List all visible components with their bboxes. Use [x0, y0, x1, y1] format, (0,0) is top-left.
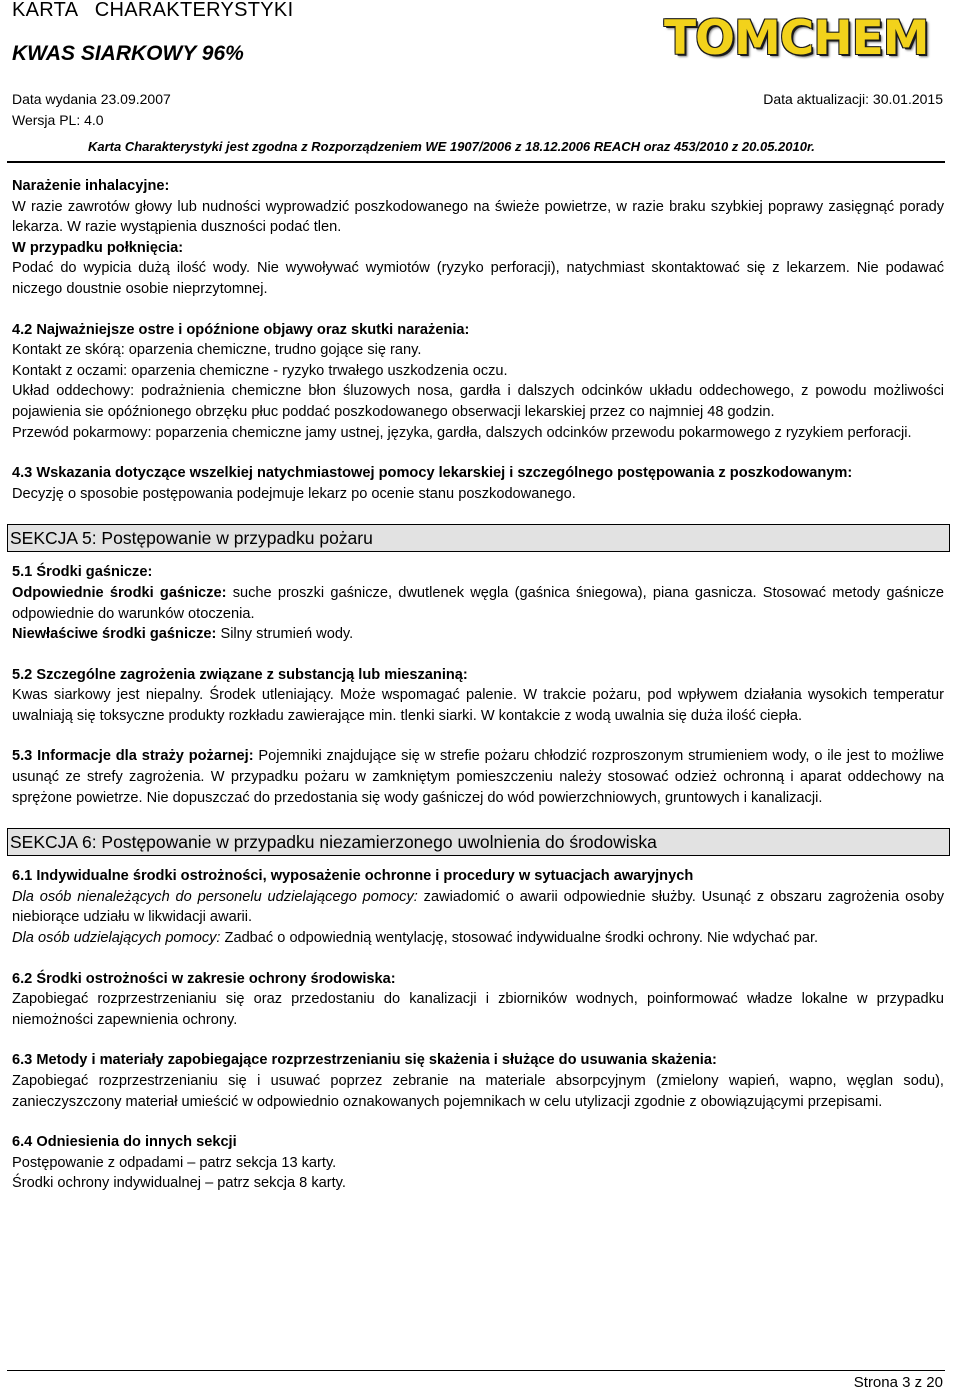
inhalation-heading: Narażenie inhalacyjne:	[12, 178, 170, 194]
section-5-1-heading: 5.1 Środki gaśnicze:	[12, 564, 153, 581]
paragraph	[12, 928, 944, 949]
logo-text: TOMCHEM	[664, 11, 929, 66]
section-5-title: SEKCJA 5: Postępowanie w przypadku pożaru	[7, 524, 950, 552]
document-body	[12, 176, 944, 1194]
header-version: Wersja PL: 4.0	[12, 112, 104, 128]
paragraph: Decyzję o sposobie postępowania podejmuje lekarz po ocenie stanu poszkodowanego.	[12, 485, 576, 502]
text: Pojemniki znajdujące się w strefie pożaru chłodzić rozproszonym strumieniem wody, o ile jest to możliwe usunąć ze strefy zagrożenia. W przypadku pożaru w zamkniętym pomieszczeniu należy stosować odzież ochronną i aparat oddechowy na sprężone powietrze. Nie dopuszczać do przedostania się wody gaśniczej do wód powierzchniowych, gruntowych i kanalizacji.	[12, 748, 944, 806]
section-6-2-heading: 6.2 Środki ostrożności w zakresie ochrony środowiska:	[12, 970, 396, 987]
header-regulation-note: Karta Charakterystyki jest zgodna z Rozporządzeniem WE 1907/2006 z 18.12.2006 REACH oraz 453/2010 z 20.05.2010r.	[88, 139, 815, 154]
swallow-text: Podać do wypicia dużą ilość wody. Nie wywoływać wymiotów (ryzyko perforacji), natychmiast skontaktować się z lekarzem. Nie podawać niczego doustnie osobie nieprzytomnej.	[12, 260, 944, 297]
text: Zadbać o odpowiednią wentylację, stosować indywidualne środki ochrony. Nie wdychać par.	[220, 930, 819, 947]
paragraph	[12, 887, 944, 928]
section-4-2-heading: 4.2 Najważniejsze ostre i opóźnione objawy oraz skutki narażenia:	[12, 321, 470, 338]
label: Odpowiednie środki gaśnicze:	[12, 584, 227, 601]
header-title: KARTA CHARAKTERYSTYKI	[12, 0, 294, 21]
section-5-3-heading: 5.3 Informacje dla straży pożarnej:	[12, 748, 254, 765]
section-6-1-heading: 6.1 Indywidualne środki ostrożności, wyposażenie ochronne i procedury w sytuacjach awaryjnych	[12, 868, 694, 885]
section-6-4-heading: 6.4 Odniesienia do innych sekcji	[12, 1134, 237, 1151]
paragraph: Kontakt ze skórą: oparzenia chemiczne, trudno gojące się rany.	[12, 342, 422, 359]
section-4-3-heading: 4.3 Wskazania dotyczące wszelkiej natychmiastowej pomocy lekarskiej i szczególnego postępowania z poszkodowanym:	[12, 465, 853, 482]
paragraph	[12, 746, 944, 808]
section-5-2-heading: 5.2 Szczególne zagrożenia związane z substancją lub mieszaniną:	[12, 666, 468, 683]
inhalation-text: W razie zawrotów głowy lub nudności wyprowadzić poszkodowanego na świeże powietrze, w razie braku szybkiej poprawy zasięgnąć porady lekarza. W razie wystąpienia duszności podać tlen.	[12, 198, 944, 236]
text: zawiadomić o awarii odpowiednie służby. Usunąć z obszaru zagrożenia osoby niebiorące udziału w likwidacji awarii.	[12, 888, 945, 926]
company-logo	[664, 5, 929, 78]
paragraph: Postępowanie z odpadami – patrz sekcja 13 karty.	[12, 1154, 337, 1171]
paragraph: Układ oddechowy: podrażnienia chemiczne błon śluzowych nosa, gardła i dalszych odcinków układu oddechowego, z powodu możliwości pojawienia sie opóźnionego obrzęku płuc poddać poszkodowanego obserwacji lekarskiej przez co najmniej 48 godzin.	[12, 383, 944, 420]
paragraph: Zapobiegać rozprzestrzenianiu się oraz przedostaniu do kanalizacji i zbiorników wodnych, poinformować władze lokalne w przypadku niemożności zapewnienia ochrony.	[12, 991, 944, 1028]
paragraph: Kwas siarkowy jest niepalny. Środek utleniający. Może wspomagać palenie. W trakcie pożaru, pod wpływem działania wysokich temperatur uwalniają się toksyczne produkty rozkładu zawierające min. tlenki siarki. W kontakcie z wodą uwalnia się duża ilość ciepła.	[12, 687, 944, 724]
label: Dla osób udzielających pomocy:	[12, 930, 221, 947]
header-product-name: KWAS SIARKOWY 96%	[12, 42, 244, 65]
section-6-title: SEKCJA 6: Postępowanie w przypadku niezamierzonego uwolnienia do środowiska	[7, 828, 950, 856]
paragraph: Kontakt z oczami: oparzenia chemiczne - ryzyko trwałego uszkodzenia oczu.	[12, 362, 508, 379]
paragraph: Środki ochrony indywidualnej – patrz sekcja 8 karty.	[12, 1175, 346, 1192]
footer-divider	[7, 1370, 945, 1371]
header-issue-date: Data wydania 23.09.2007	[12, 91, 171, 107]
document-header	[0, 0, 960, 165]
paragraph	[12, 583, 944, 624]
text: Silny strumień wody.	[216, 626, 354, 643]
header-divider	[7, 161, 945, 163]
swallow-heading: W przypadku połknięcia:	[12, 239, 184, 256]
paragraph: Zapobiegać rozprzestrzenianiu się i usuwać poprzez zebranie na materiale absorpcyjnym (zmielony wapień, wapno, węglan sodu), zanieczyszczony materiał umieścić w odpowiednio oznakowanych pojemnikach w celu utylizacji zgodnie z obowiązującymi przepisami.	[12, 1073, 944, 1110]
page-number: Strona 3 z 20	[853, 1374, 943, 1391]
label: Dla osób nienależących do personelu udzielającego pomocy:	[12, 888, 418, 905]
text: suche proszki gaśnicze, dwutlenek węgla (gaśnica śniegowa), piana gasnicza. Stosować metody gaśnicze odpowiednie do warunków otoczenia.	[12, 584, 944, 622]
paragraph	[12, 624, 944, 645]
label: Niewłaściwe środki gaśnicze:	[12, 626, 217, 643]
section-6-3-heading: 6.3 Metody i materiały zapobiegające rozprzestrzenianiu się skażenia i służące do usuwania skażenia:	[12, 1052, 717, 1069]
header-update-date: Data aktualizacji: 30.01.2015	[763, 91, 943, 107]
paragraph: Przewód pokarmowy: poparzenia chemiczne jamy ustnej, języka, gardła, dalszych odcinków przewodu pokarmowego z ryzykiem perforacji.	[12, 424, 912, 441]
